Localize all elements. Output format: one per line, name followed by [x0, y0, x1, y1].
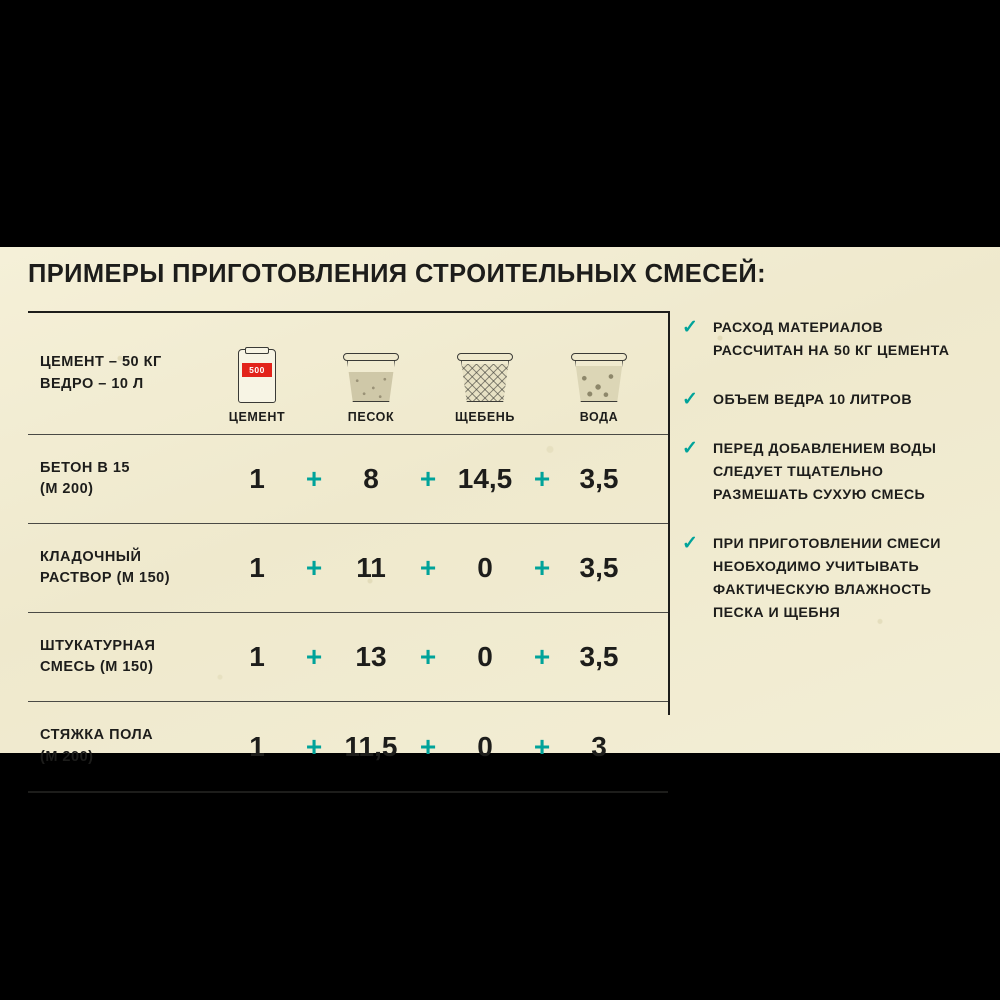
value-gravel: 0 [477, 552, 493, 583]
plus-sign: + [305, 463, 323, 494]
header-spacer-1 [300, 313, 328, 434]
check-icon: ✓ [682, 533, 698, 554]
info-panel [0, 247, 1000, 765]
cement-bag-icon [238, 349, 276, 403]
value-water: 3,5 [579, 641, 619, 672]
value-sand: 11 [356, 552, 386, 583]
list-item [682, 317, 972, 363]
plus-sign: + [305, 552, 323, 583]
value-sand: 13 [355, 641, 387, 672]
cement-bag-label: 500 [249, 365, 265, 375]
note-text: ПРИ ПРИГОТОВЛЕНИИ СМЕСИ НЕОБХОДИМО УЧИТЫВАТЬ ФАКТИЧЕСКУЮ ВЛАЖНОСТЬ ПЕСКА И ЩЕБНЯ [713, 536, 941, 621]
vertical-divider [668, 311, 670, 715]
value-gravel: 0 [477, 730, 493, 762]
table-row [28, 435, 668, 524]
note-text: ОБЪЕМ ВЕДРА 10 ЛИТРОВ [713, 392, 913, 408]
table-header-row [28, 313, 668, 435]
mix-name [28, 702, 214, 791]
mix-name-line-2: СМЕСЬ (М 150) [40, 659, 154, 675]
value-water: 3 [591, 730, 607, 762]
mix-name [28, 524, 214, 612]
legend-line-1: ЦЕМЕНТ – 50 КГ [40, 354, 162, 371]
table-row [28, 613, 668, 702]
plus-sign: + [419, 641, 437, 672]
value-cement: 1 [249, 641, 265, 672]
check-icon: ✓ [682, 317, 698, 338]
mix-name-line-2: (М 200) [40, 481, 94, 497]
value-water: 3,5 [579, 463, 619, 494]
list-item [682, 533, 972, 625]
plus-sign: + [305, 730, 323, 762]
gravel-bucket-icon [457, 349, 513, 403]
value-water: 3,5 [579, 552, 619, 583]
value-cement: 1 [249, 552, 265, 583]
page-title: ПРИМЕРЫ ПРИГОТОВЛЕНИЯ СТРОИТЕЛЬНЫХ СМЕСЕЙ: [28, 260, 767, 288]
mix-name-line-1: ШТУКАТУРНАЯ [40, 637, 156, 654]
water-bucket-icon [571, 349, 627, 403]
list-item [682, 438, 972, 507]
notes-list [682, 317, 972, 651]
value-gravel: 14,5 [457, 463, 513, 494]
column-caption-water: ВОДА [579, 410, 619, 424]
column-header-cement [214, 313, 300, 434]
column-header-sand [328, 313, 414, 434]
mix-name-line-1: СТЯЖКА ПОЛА [40, 727, 154, 744]
table-row [28, 702, 668, 791]
value-sand: 8 [363, 463, 379, 494]
column-header-water [556, 313, 642, 434]
mix-name-line-2: РАСТВОР (М 150) [40, 570, 171, 586]
legend-cell [28, 313, 214, 434]
plus-sign: + [533, 463, 551, 494]
column-caption-cement: ЦЕМЕНТ [228, 410, 286, 424]
plus-sign: + [419, 552, 437, 583]
plus-sign: + [533, 552, 551, 583]
header-spacer-3 [528, 313, 556, 434]
column-caption-gravel: ЩЕБЕНЬ [454, 410, 515, 424]
mix-name-line-1: БЕТОН В 15 [40, 459, 130, 476]
plus-sign: + [419, 463, 437, 494]
mix-name-line-2: (М 200) [40, 748, 94, 765]
note-text: ПЕРЕД ДОБАВЛЕНИЕМ ВОДЫ СЛЕДУЕТ ТЩАТЕЛЬНО РАЗМЕШАТЬ СУХУЮ СМЕСЬ [713, 441, 937, 503]
value-cement: 1 [249, 730, 265, 762]
plus-sign: + [533, 730, 551, 762]
column-caption-sand: ПЕСОК [347, 410, 395, 424]
value-cement: 1 [249, 463, 265, 494]
mix-ratio-table [28, 311, 668, 793]
sand-bucket-icon [343, 349, 399, 403]
check-icon: ✓ [682, 389, 698, 410]
table-row [28, 524, 668, 613]
plus-sign: + [533, 641, 551, 672]
column-header-gravel [442, 313, 528, 434]
check-icon: ✓ [682, 438, 698, 459]
mix-name [28, 613, 214, 701]
value-gravel: 0 [477, 641, 493, 672]
header-spacer-2 [414, 313, 442, 434]
plus-sign: + [419, 730, 437, 762]
mix-name [28, 435, 214, 523]
legend-line-2: ВЕДРО – 10 Л [40, 375, 144, 392]
plus-sign: + [305, 641, 323, 672]
mix-name-line-1: КЛАДОЧНЫЙ [40, 548, 142, 565]
note-text: РАСХОД МАТЕРИАЛОВ РАССЧИТАН НА 50 КГ ЦЕМЕНТА [713, 320, 950, 359]
list-item [682, 389, 972, 412]
value-sand: 11,5 [344, 730, 398, 762]
